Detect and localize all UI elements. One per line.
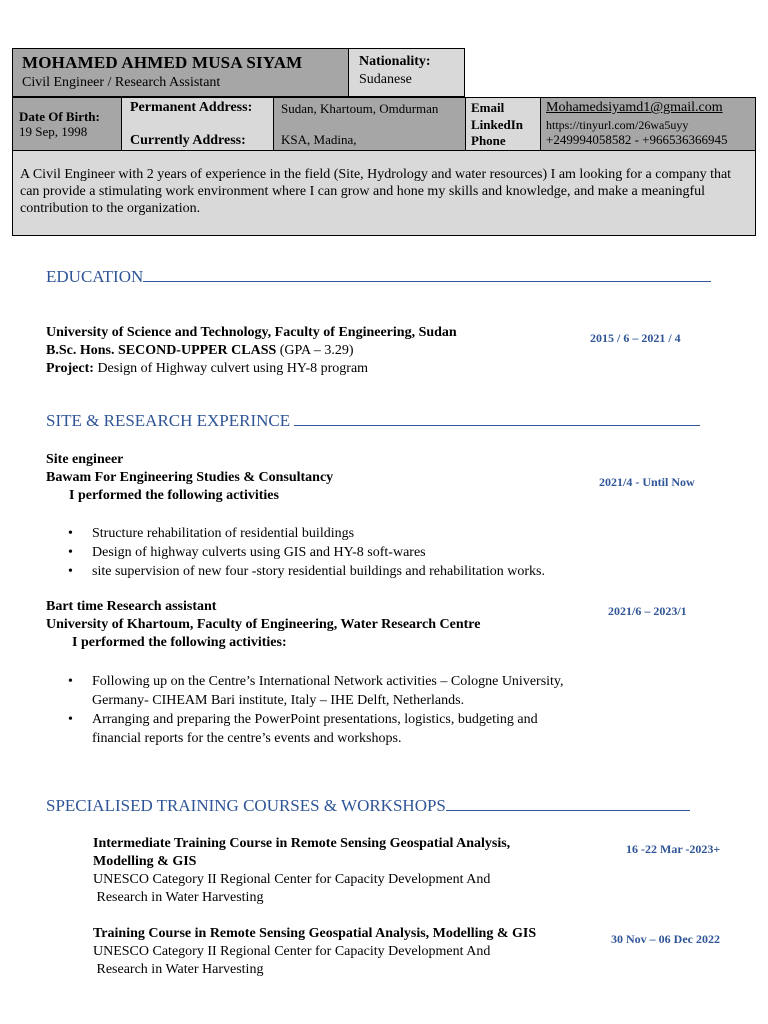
- heading-rule: [446, 810, 690, 811]
- course2-org-line2: Research in Water Harvesting: [93, 962, 264, 977]
- list-item: • site supervision of new four -story residential buildings and rehabilitation works.: [46, 562, 666, 581]
- job1-date: 2021/4 - Until Now: [599, 475, 695, 489]
- course1-org-line2: Research in Water Harvesting: [93, 890, 264, 905]
- course2-org-line1: UNESCO Category II Regional Center for Capacity Development And: [93, 944, 491, 959]
- candidate-name: MOHAMED AHMED MUSA SIYAM: [22, 53, 303, 72]
- bullet-line-1: Following up on the Centre’s International Network activities – Cologne University,: [92, 674, 564, 689]
- email-label: Email: [471, 100, 505, 115]
- job1-org: Bawam For Engineering Studies & Consultancy: [46, 470, 334, 485]
- edu-university: University of Science and Technology, Faculty of Engineering, Sudan: [46, 325, 457, 340]
- course1-title-line1: Intermediate Training Course in Remote Sensing Geospatial Analysis,: [93, 836, 511, 851]
- job1-intro: I performed the following activities: [69, 488, 279, 503]
- address-value-cell: [273, 97, 466, 151]
- bullet-line-2: Germany- CIHEAM Bari institute, Italy – IHE Delft, Netherlands.: [92, 693, 465, 708]
- job2-intro: I performed the following activities:: [72, 635, 287, 650]
- current-address-label: Currently Address:: [130, 133, 246, 148]
- edu-degree: [46, 343, 354, 359]
- address-label-cell: [121, 97, 274, 151]
- contact-label-cell: [465, 97, 541, 151]
- edu-project: [46, 361, 368, 377]
- candidate-title: Civil Engineer / Research Assistant: [22, 75, 221, 90]
- job2-org: University of Khartoum, Faculty of Engineering, Water Research Centre: [46, 617, 481, 632]
- course2-title-line1: Training Course in Remote Sensing Geospatial Analysis, Modelling & GIS: [93, 926, 537, 941]
- experience-heading: [46, 411, 700, 431]
- name-cell: [12, 48, 349, 97]
- email-link[interactable]: Mohamedsiyamd1@gmail.com: [546, 100, 723, 115]
- summary-box: [12, 150, 756, 236]
- heading-rule: [143, 281, 711, 282]
- heading-rule: [294, 425, 700, 426]
- permanent-address-value: Sudan, Khartoum, Omdurman: [281, 101, 439, 116]
- course2-date: 30 Nov – 06 Dec 2022: [611, 932, 720, 946]
- edu-project-text: Design of Highway culvert using HY-8 program: [93, 361, 369, 376]
- list-item: [46, 710, 666, 748]
- phone-value: +249994058582 - +966536366945: [546, 132, 728, 147]
- course1-title-line2: Modelling & GIS: [93, 854, 197, 869]
- training-heading: [46, 796, 690, 816]
- edu-degree-class: B.Sc. Hons. SECOND-UPPER CLASS: [46, 343, 277, 358]
- edu-date: 2015 / 6 – 2021 / 4: [590, 331, 681, 345]
- linkedin-link[interactable]: https://tinyurl.com/26wa5uyy: [546, 118, 689, 132]
- current-address-value: KSA, Madina,: [281, 132, 357, 147]
- nationality-value: Sudanese: [359, 72, 412, 87]
- list-item: • Structure rehabilitation of residential buildings: [46, 524, 666, 543]
- summary-text: A Civil Engineer with 2 years of experience in the field (Site, Hydrology and water resources) I am looking for a company that can provide a stimulating work environment where I can grow and hone my skills and knowledge, and make a meaningful contribution to the organization.: [20, 167, 732, 216]
- nationality-cell: [348, 48, 465, 97]
- edu-gpa: (GPA – 3.29): [276, 343, 354, 358]
- job1-role: Site engineer: [46, 452, 124, 467]
- dob-label: Date Of Birth:: [19, 109, 100, 124]
- course1-org-line1: UNESCO Category II Regional Center for Capacity Development And: [93, 872, 491, 887]
- contact-value-cell: [540, 97, 756, 151]
- list-item: [46, 672, 666, 710]
- education-heading-text: EDUCATION: [46, 267, 144, 286]
- bullet-line-2: financial reports for the centre’s events and workshops.: [92, 731, 402, 746]
- dob-cell: [12, 97, 122, 151]
- job2-bullets: [46, 672, 666, 748]
- job2-role: Bart time Research assistant: [46, 599, 217, 614]
- dob-value: 19 Sep, 1998: [19, 124, 88, 139]
- nationality-label: Nationality:: [359, 54, 431, 69]
- permanent-address-label: Permanent Address:: [130, 100, 253, 115]
- experience-heading-text: SITE & RESEARCH EXPERINCE: [46, 411, 295, 430]
- education-heading: [46, 267, 711, 287]
- job1-bullets: [46, 524, 666, 581]
- bullet-line-1: Arranging and preparing the PowerPoint presentations, logistics, budgeting and: [92, 712, 538, 727]
- edu-project-label: Project:: [46, 361, 94, 376]
- training-heading-text: SPECIALISED TRAINING COURSES & WORKSHOPS: [46, 796, 446, 815]
- linkedin-label: LinkedIn: [471, 117, 524, 132]
- list-item: • Design of highway culverts using GIS and HY-8 soft-wares: [46, 543, 666, 562]
- phone-label: Phone: [471, 133, 506, 148]
- job2-date: 2021/6 – 2023/1: [608, 604, 687, 618]
- course1-date: 16 -22 Mar -2023+: [626, 842, 721, 856]
